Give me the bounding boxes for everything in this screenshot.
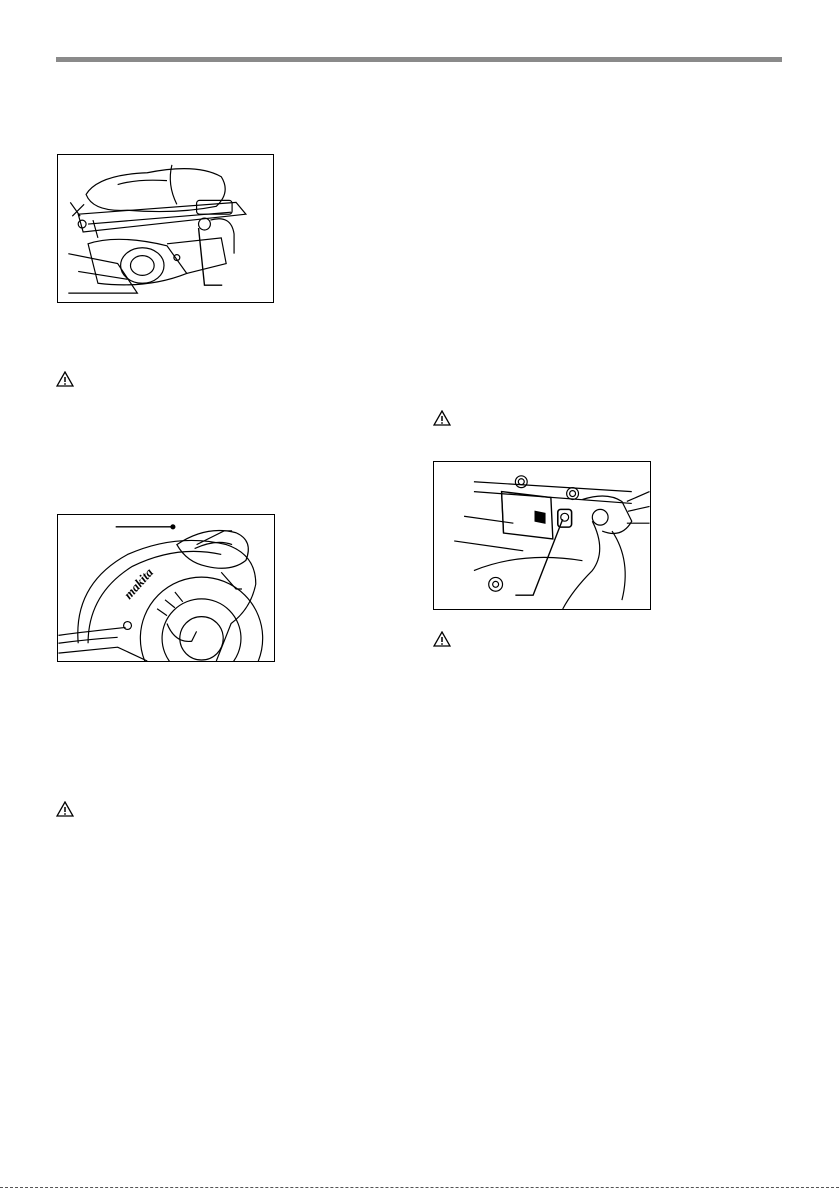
figure-2-illustration <box>58 515 274 661</box>
bottom-rule <box>0 1187 839 1188</box>
figure-3 <box>433 461 651 610</box>
figure-2 <box>57 514 275 662</box>
brand-logo: makita <box>121 565 157 602</box>
figure-1-illustration <box>58 155 273 302</box>
warning-icon <box>433 631 451 647</box>
warning-icon <box>433 410 451 426</box>
figure-3-illustration <box>434 462 650 609</box>
warning-icon <box>56 801 74 817</box>
header-rule <box>56 57 782 62</box>
figure-1 <box>57 154 274 303</box>
warning-icon <box>56 371 74 387</box>
